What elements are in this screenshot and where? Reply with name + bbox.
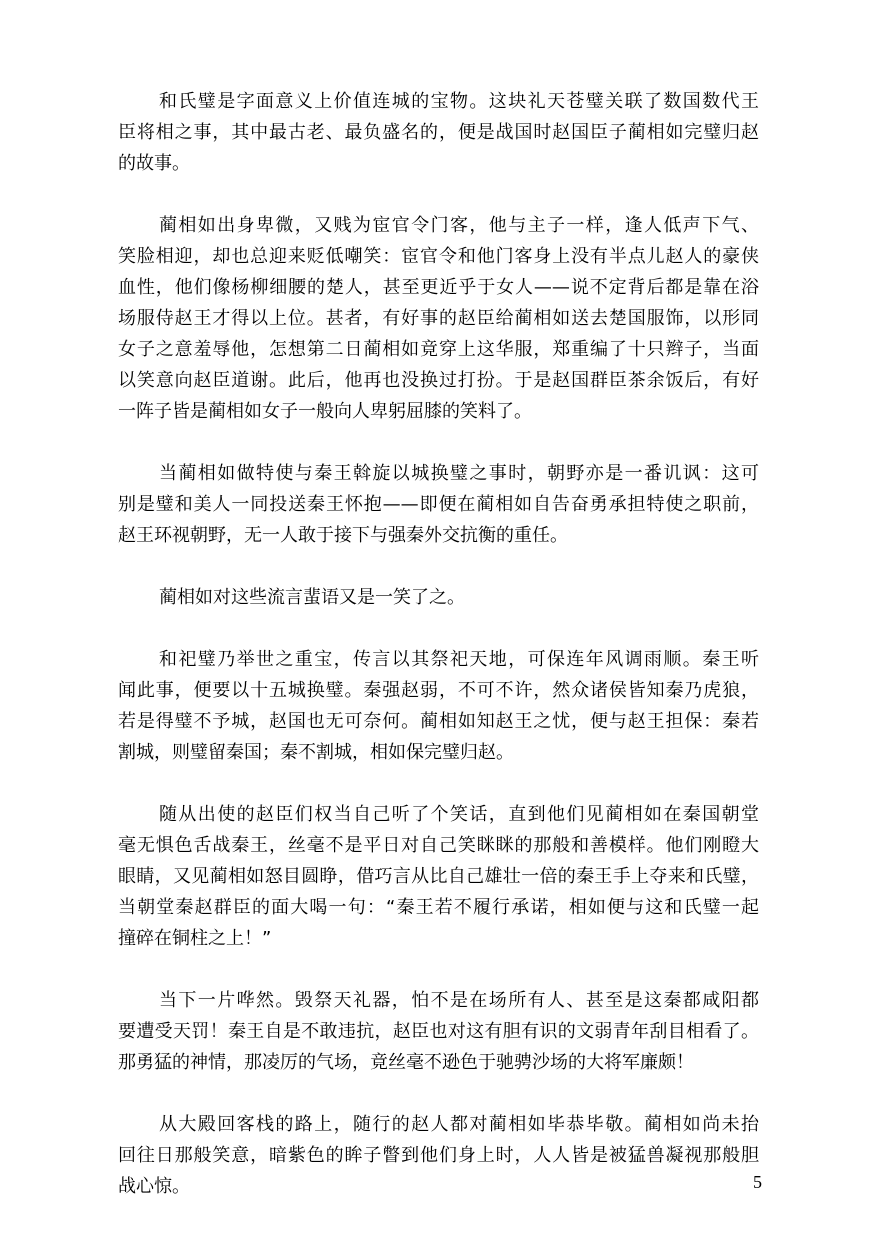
paragraph: [118, 644, 759, 768]
page-number: 5: [753, 1172, 762, 1192]
text-line: 蔺相如对这些流言蜚语又是一笑了之。: [159, 587, 465, 608]
text-line: 从大殿回客栈的路上，随行的赵人都对蔺相如毕恭毕敬。蔺相如尚未抬: [159, 1114, 759, 1135]
text-line: 回往日那般笑意，暗紫色的眸子瞥到他们身上时，人人皆是被猛兽凝视那般胆: [118, 1145, 759, 1166]
text-line: 女子之意羞辱他，怎想第二日蔺相如竟穿上这华服，郑重编了十只辫子，当面: [118, 339, 759, 360]
text-line: 和祀璧乃举世之重宝，传言以其祭祀天地，可保连年风调雨顺。秦王听: [159, 649, 759, 670]
text-line: 别是璧和美人一同投送秦王怀抱——即便在蔺相如自告奋勇承担特使之职前，: [118, 494, 759, 515]
text-line: 撞碎在铜柱之上！”: [118, 928, 272, 949]
paragraph: [118, 799, 759, 954]
text-line: 当蔺相如做特使与秦王斡旋以城换璧之事时，朝野亦是一番讥讽：这可: [159, 463, 759, 484]
text-line: 以笑意向赵臣道谢。此后，他再也没换过打扮。于是赵国群臣茶余饭后，有好: [118, 370, 759, 391]
text-line: 和氏璧是字面意义上价值连城的宝物。这块礼天苍璧关联了数国数代王: [159, 91, 759, 112]
text-line: 随从出使的赵臣们权当自己听了个笑话，直到他们见蔺相如在秦国朝堂: [159, 804, 759, 825]
text-line: 当朝堂秦赵群臣的面大喝一句：“秦王若不履行承诺，相如便与这和氏璧一起: [118, 897, 759, 918]
text-line: 战心惊。: [118, 1176, 190, 1197]
body-text: [118, 86, 759, 1233]
text-line: 一阵子皆是蔺相如女子一般向人卑躬屈膝的笑料了。: [118, 401, 532, 422]
text-line: 场服侍赵王才得以上位。甚者，有好事的赵臣给蔺相如送去楚国服饰，以形同: [118, 308, 759, 329]
text-line: 那勇猛的神情，那凌厉的气场，竟丝毫不逊色于驰骋沙场的大将军廉颇！: [118, 1052, 694, 1073]
text-line: 若是得璧不予城，赵国也无可奈何。蔺相如知赵王之忧，便与赵王担保：秦若: [118, 711, 759, 732]
paragraph: [118, 582, 759, 613]
text-line: 臣将相之事，其中最古老、最负盛名的，便是战国时赵国臣子蔺相如完璧归赵: [118, 122, 759, 143]
text-line: 眼睛，又见蔺相如怒目圆睁，借巧言从比自己雄壮一倍的秦王手上夺来和氏璧，: [118, 866, 759, 887]
paragraph: [118, 985, 759, 1078]
paragraph: [118, 458, 759, 551]
text-line: 蔺相如出身卑微，又贱为宦官令门客，他与主子一样，逢人低声下气、: [159, 215, 759, 236]
paragraph: [118, 86, 759, 179]
text-line: 赵王环视朝野，无一人敢于接下与强秦外交抗衡的重任。: [118, 525, 568, 546]
text-line: 割城，则璧留秦国；秦不割城，相如保完璧归赵。: [118, 742, 514, 763]
text-line: 血性，他们像杨柳细腰的楚人，甚至更近乎于女人——说不定背后都是靠在浴: [118, 277, 759, 298]
text-line: 闻此事，便要以十五城换璧。秦强赵弱，不可不许，然众诸侯皆知秦乃虎狼，: [118, 680, 759, 701]
text-line: 当下一片哗然。毁祭天礼器，怕不是在场所有人、甚至是这秦都咸阳都: [159, 990, 759, 1011]
text-line: 毫无惧色舌战秦王，丝毫不是平日对自己笑眯眯的那般和善模样。他们刚瞪大: [118, 835, 759, 856]
text-line: 的故事。: [118, 153, 190, 174]
text-line: 要遭受天罚！秦王自是不敢违抗，赵臣也对这有胆有识的文弱青年刮目相看了。: [118, 1021, 759, 1042]
text-line: 笑脸相迎，却也总迎来贬低嘲笑：宦官令和他门客身上没有半点儿赵人的豪侠: [118, 246, 759, 267]
paragraph: [118, 210, 759, 427]
paragraph: [118, 1109, 759, 1202]
